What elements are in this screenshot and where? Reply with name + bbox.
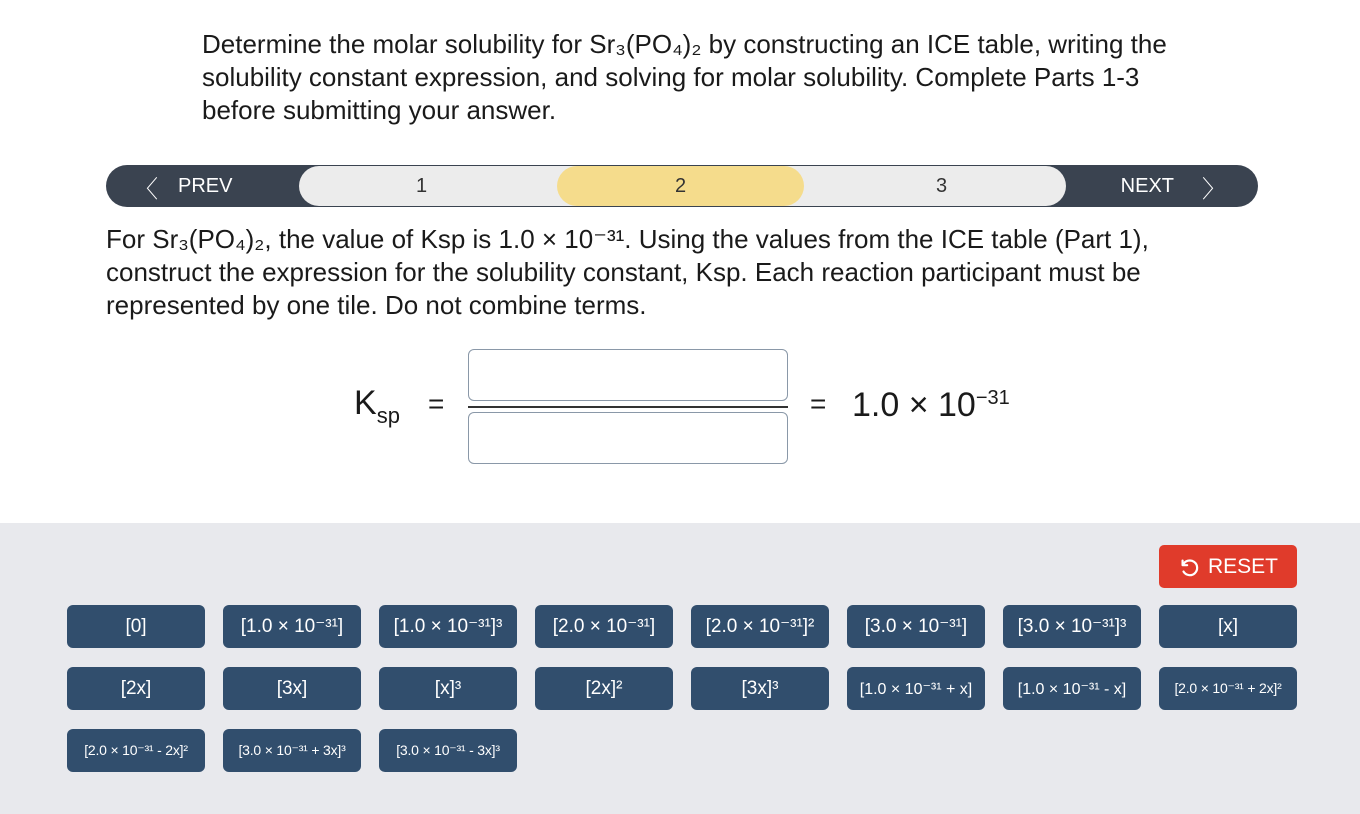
- answer-tile[interactable]: [2.0 × 10⁻³¹ - 2x]²: [67, 729, 205, 772]
- ksp-subscript: sp: [376, 403, 400, 428]
- answer-tile[interactable]: [1.0 × 10⁻³¹]: [223, 605, 361, 648]
- undo-icon: [1178, 556, 1200, 578]
- answer-tile[interactable]: [2x]: [67, 667, 205, 710]
- denominator-drop-zone[interactable]: [468, 412, 788, 464]
- tile-tray: [0, 523, 1360, 814]
- answer-tile[interactable]: [1.0 × 10⁻³¹ - x]: [1003, 667, 1141, 710]
- answer-tile[interactable]: [3.0 × 10⁻³¹ - 3x]³: [379, 729, 517, 772]
- answer-tile[interactable]: [2.0 × 10⁻³¹ + 2x]²: [1159, 667, 1297, 710]
- chevron-right-icon: 〉: [1202, 175, 1226, 203]
- reset-button[interactable]: [1159, 545, 1297, 588]
- answer-tile[interactable]: [x]³: [379, 667, 517, 710]
- equals-sign: =: [428, 388, 445, 419]
- answer-tile[interactable]: [1.0 × 10⁻³¹]³: [379, 605, 517, 648]
- ksp-main: K: [354, 384, 377, 422]
- answer-tile[interactable]: [3.0 × 10⁻³¹]³: [1003, 605, 1141, 648]
- answer-tile[interactable]: [2x]²: [535, 667, 673, 710]
- reset-label: RESET: [1207, 554, 1278, 578]
- next-label: NEXT: [1120, 174, 1174, 197]
- part-tabs: [299, 166, 1066, 206]
- answer-tile[interactable]: [3x]: [223, 667, 361, 710]
- ksp-value-exponent: −31: [975, 387, 1010, 409]
- next-button[interactable]: [1066, 165, 1258, 207]
- problem-instructions: Determine the molar solubility for Sr₃(PO₄)₂ by constructing an ICE table, writing the solubility constant expression, and solving for molar solubility. Complete Parts 1-3 before submitting your answer.: [202, 29, 1167, 125]
- answer-tile[interactable]: [2.0 × 10⁻³¹]: [535, 605, 673, 648]
- tab-part-1[interactable]: 1: [415, 174, 428, 197]
- part-2-question: For Sr₃(PO₄)₂, the value of Ksp is 1.0 × 10⁻³¹. Using the values from the ICE table (Part 1), construct the expression for the solubility constant, Ksp. Each reaction participant must be represented by one tile. Do not combine terms.: [106, 224, 1149, 320]
- equals-sign-2: =: [810, 388, 827, 419]
- answer-tile[interactable]: [3x]³: [691, 667, 829, 710]
- ksp-symbol: [354, 384, 400, 429]
- chevron-left-icon: 〈: [134, 175, 158, 203]
- answer-tile[interactable]: [x]: [1159, 605, 1297, 648]
- answer-tile[interactable]: [3.0 × 10⁻³¹ + 3x]³: [223, 729, 361, 772]
- part-navigation-bar: [106, 165, 1258, 207]
- tab-part-2-active[interactable]: 2: [557, 166, 804, 206]
- answer-tile[interactable]: [0]: [67, 605, 205, 648]
- prev-button[interactable]: [106, 165, 299, 207]
- numerator-drop-zone[interactable]: [468, 349, 788, 401]
- answer-tile[interactable]: [1.0 × 10⁻³¹ + x]: [847, 667, 985, 710]
- tab-part-3[interactable]: 3: [935, 174, 948, 197]
- ksp-value-main: 1.0 × 10: [852, 386, 976, 424]
- fraction-bar: [468, 406, 788, 408]
- answer-tile[interactable]: [2.0 × 10⁻³¹]²: [691, 605, 829, 648]
- ksp-value: [852, 386, 1010, 425]
- prev-label: PREV: [178, 174, 233, 197]
- answer-tile[interactable]: [3.0 × 10⁻³¹]: [847, 605, 985, 648]
